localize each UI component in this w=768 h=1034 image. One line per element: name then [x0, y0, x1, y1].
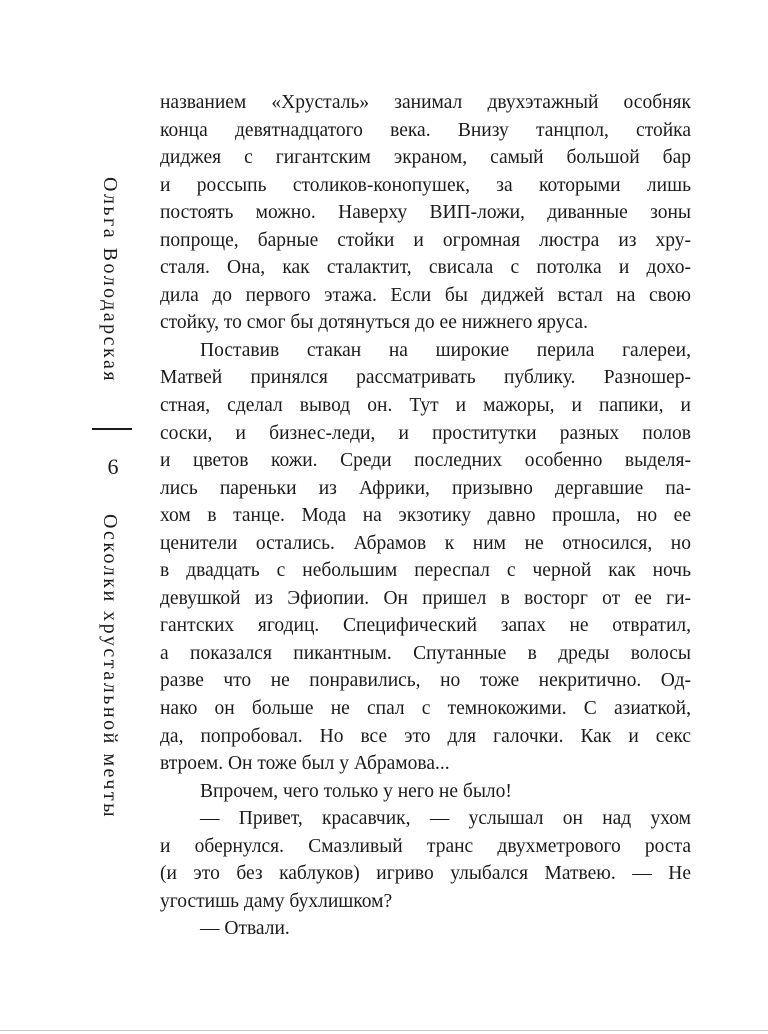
page-number: 6: [107, 454, 119, 479]
divider-line: [92, 428, 132, 430]
text-line: — Привет, красавчик, — услышал он над ухом: [200, 808, 691, 830]
text-line: Поставив стакан на широкие перила галереи,: [200, 339, 691, 361]
text-line: стойку, то смог бы дотянуться до ее нижнего яруса.: [160, 312, 588, 334]
page-edge-line: [0, 1030, 768, 1031]
text-line: а показался пикантным. Спутанные в дреды волосы: [160, 642, 691, 664]
text-line: и обернулся. Смазливый транс двухметрового роста: [160, 835, 691, 857]
text-line: диджея с гигантским экраном, самый большой бар: [160, 147, 691, 169]
paragraph: [160, 915, 691, 943]
text-line: лись пареньки из Африки, призывно дергавшие па-: [160, 477, 691, 499]
author-name: Ольга Володарская: [99, 177, 121, 384]
text-line: ценители остались. Абрамов к ним не относился, но: [160, 532, 691, 554]
paragraph: [160, 89, 691, 337]
text-line: и цветов кожи. Среди последних особенно выделя-: [160, 450, 691, 472]
text-line: девушкой из Эфиопии. Он пришел в восторг от ее ги-: [160, 587, 691, 609]
paragraph: [160, 778, 691, 806]
text-block: [160, 89, 691, 943]
text-line: да, попробовал. Но все это для галочки. Как и секс: [160, 725, 691, 747]
text-line: и россыпь столиков-конопушек, за которыми лишь: [160, 174, 691, 196]
text-line: попроще, барные стойки и огромная люстра из хру-: [160, 229, 691, 251]
text-line: соски, и бизнес-леди, и проститутки разных полов: [160, 422, 691, 444]
text-line: сталя. Она, как сталактит, свисала с потолка и дохо-: [160, 257, 691, 279]
text-line: хом в танце. Мода на экзотику давно прошла, но ее: [160, 505, 691, 527]
text-line: угостишь даму бухлишком?: [160, 890, 393, 912]
text-line: Матвей принялся рассматривать публику. Разношер-: [160, 367, 691, 389]
text-line: разве что не понравились, но тоже некритично. Од-: [160, 670, 691, 692]
text-line: названием «Хрусталь» занимал двухэтажный особняк: [160, 92, 691, 113]
text-line: нако он больше не спал с темнокожими. С азиаткой,: [160, 698, 691, 720]
paragraph: [160, 805, 691, 915]
paragraph: [160, 337, 691, 778]
text-line: — Отвали.: [200, 918, 290, 940]
text-line: втроем. Он тоже был у Абрамова...: [160, 753, 450, 775]
text-line: в двадцать с небольшим переспал с черной как ночь: [160, 560, 691, 582]
text-line: стная, сделал вывод он. Тут и мажоры, и папики, и: [160, 395, 691, 417]
text-line: дила до первого этажа. Если бы диджей встал на свою: [160, 284, 691, 306]
text-line: постоять можно. Наверху ВИП-ложи, диванные зоны: [160, 202, 691, 224]
text-line: (и это без каблуков) игриво улыбался Матвею. — Не: [160, 863, 691, 885]
text-line: гантских ягодиц. Специфический запах не отвратил,: [160, 615, 691, 637]
text-line: Впрочем, чего только у него не было!: [200, 780, 512, 802]
book-title: Осколки хрустальной мечты: [99, 514, 121, 820]
text-line: конца девятнадцатого века. Внизу танцпол, стойка: [160, 119, 691, 141]
